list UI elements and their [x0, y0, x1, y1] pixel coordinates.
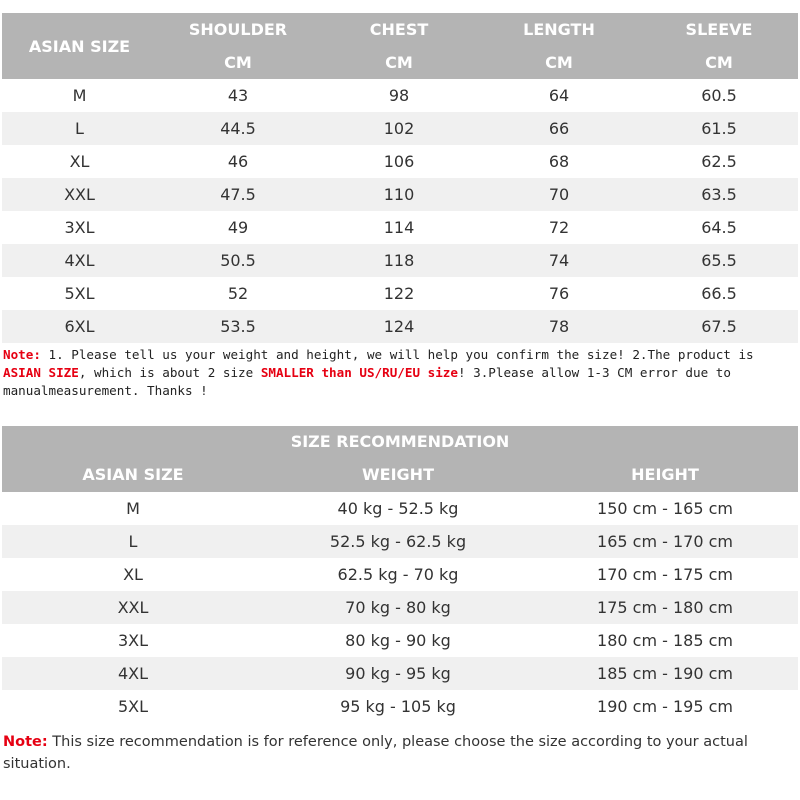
cell-size: 3XL	[64, 218, 95, 237]
header-height: HEIGHT	[631, 465, 699, 484]
size-chart-body	[2, 79, 798, 343]
cell-height: 175 cm - 180 cm	[597, 598, 733, 617]
recommendation-title: SIZE RECOMMENDATION	[2, 426, 798, 458]
note-text: ! 3.Please allow 1-3 CM error due to manualmeasurement. Thanks !	[3, 365, 731, 398]
cell-shoulder: 49	[227, 218, 249, 237]
table-row	[2, 244, 798, 277]
cell-shoulder: 50.5	[220, 251, 256, 270]
cell-size: 3XL	[117, 631, 149, 650]
table-row	[2, 277, 798, 310]
note-text: 1. Please tell us your weight and height, we will help you confirm the size! 2.The product is	[40, 347, 754, 362]
table-row	[2, 558, 798, 591]
cell-length: 74	[548, 251, 570, 270]
size-chart-header	[2, 13, 798, 79]
cell-sleeve: 60.5	[701, 86, 737, 105]
table-row	[2, 624, 798, 657]
cell-weight: 70 kg - 80 kg	[345, 598, 451, 617]
note-text: This size recommendation is for reference only, please choose the size according to your actual situation.	[3, 734, 748, 772]
note-text: , which is about 2 size	[78, 365, 261, 380]
cell-weight: 52.5 kg - 62.5 kg	[329, 532, 467, 551]
cell-size: M	[126, 499, 140, 518]
cell-length: 64	[548, 86, 570, 105]
table-row	[2, 525, 798, 558]
cell-sleeve: 61.5	[701, 119, 737, 138]
recommendation-body	[2, 492, 798, 723]
table-row	[2, 657, 798, 690]
cell-size: XXL	[64, 185, 95, 204]
asian-size-highlight: ASIAN SIZE	[3, 365, 79, 380]
cell-height: 180 cm - 185 cm	[597, 631, 733, 650]
cell-size: L	[128, 532, 138, 551]
table-row	[2, 591, 798, 624]
cell-size: 6XL	[64, 317, 95, 336]
table-row	[2, 112, 798, 145]
recommendation-header	[2, 458, 798, 492]
cell-weight: 90 kg - 95 kg	[345, 664, 451, 683]
cell-shoulder: 47.5	[220, 185, 256, 204]
note-label: Note:	[3, 347, 41, 362]
cell-weight: 62.5 kg - 70 kg	[337, 565, 459, 584]
cell-size: 4XL	[64, 251, 95, 270]
cell-size: 5XL	[64, 284, 95, 303]
cell-size: XL	[123, 565, 143, 584]
cell-length: 72	[548, 218, 570, 237]
cell-shoulder: 46	[227, 152, 249, 171]
header-sleeve: SLEEVE CM	[685, 20, 753, 72]
header-asian-size: ASIAN SIZE	[82, 465, 184, 484]
size-chart-table	[2, 13, 798, 343]
cell-sleeve: 66.5	[701, 284, 737, 303]
cell-length: 66	[548, 119, 570, 138]
cell-weight: 80 kg - 90 kg	[345, 631, 451, 650]
cell-shoulder: 53.5	[220, 317, 256, 336]
cell-height: 185 cm - 190 cm	[597, 664, 733, 683]
cell-sleeve: 65.5	[701, 251, 737, 270]
table-row	[2, 178, 798, 211]
header-asian-size: ASIAN SIZE	[28, 37, 131, 56]
cell-height: 190 cm - 195 cm	[597, 697, 733, 716]
cell-chest: 102	[383, 119, 415, 138]
cell-chest: 110	[383, 185, 415, 204]
size-note	[3, 346, 797, 400]
cell-sleeve: 64.5	[701, 218, 737, 237]
cell-chest: 106	[383, 152, 415, 171]
header-weight: WEIGHT	[362, 465, 434, 484]
table-row	[2, 79, 798, 112]
cell-size: 5XL	[117, 697, 149, 716]
size-recommendation-table	[2, 426, 798, 723]
cell-length: 68	[548, 152, 570, 171]
cell-height: 165 cm - 170 cm	[597, 532, 733, 551]
cell-size: L	[75, 119, 84, 138]
cell-shoulder: 52	[227, 284, 249, 303]
cell-sleeve: 63.5	[701, 185, 737, 204]
cell-size: XXL	[117, 598, 149, 617]
cell-weight: 95 kg - 105 kg	[340, 697, 456, 716]
cell-sleeve: 62.5	[701, 152, 737, 171]
cell-shoulder: 44.5	[220, 119, 256, 138]
table-row	[2, 211, 798, 244]
cell-chest: 114	[383, 218, 415, 237]
table-row	[2, 310, 798, 343]
cell-chest: 124	[383, 317, 415, 336]
cell-height: 170 cm - 175 cm	[597, 565, 733, 584]
smaller-size-highlight: SMALLER than US/RU/EU size	[260, 365, 458, 380]
cell-chest: 122	[383, 284, 415, 303]
cell-size: M	[72, 86, 87, 105]
header-chest: CHEST CM	[369, 20, 429, 72]
cell-size: XL	[69, 152, 90, 171]
cell-size: 4XL	[117, 664, 149, 683]
table-row	[2, 145, 798, 178]
recommendation-note	[3, 731, 793, 775]
cell-height: 150 cm - 165 cm	[597, 499, 733, 518]
cell-length: 70	[548, 185, 570, 204]
cell-chest: 98	[388, 86, 410, 105]
cell-shoulder: 43	[227, 86, 249, 105]
header-shoulder: SHOULDER CM	[188, 20, 288, 72]
header-length: LENGTH CM	[523, 20, 595, 72]
cell-chest: 118	[383, 251, 415, 270]
table-row	[2, 690, 798, 723]
cell-sleeve: 67.5	[701, 317, 737, 336]
note-label: Note:	[3, 734, 48, 750]
cell-length: 76	[548, 284, 570, 303]
table-row	[2, 492, 798, 525]
cell-length: 78	[548, 317, 570, 336]
cell-weight: 40 kg - 52.5 kg	[337, 499, 459, 518]
